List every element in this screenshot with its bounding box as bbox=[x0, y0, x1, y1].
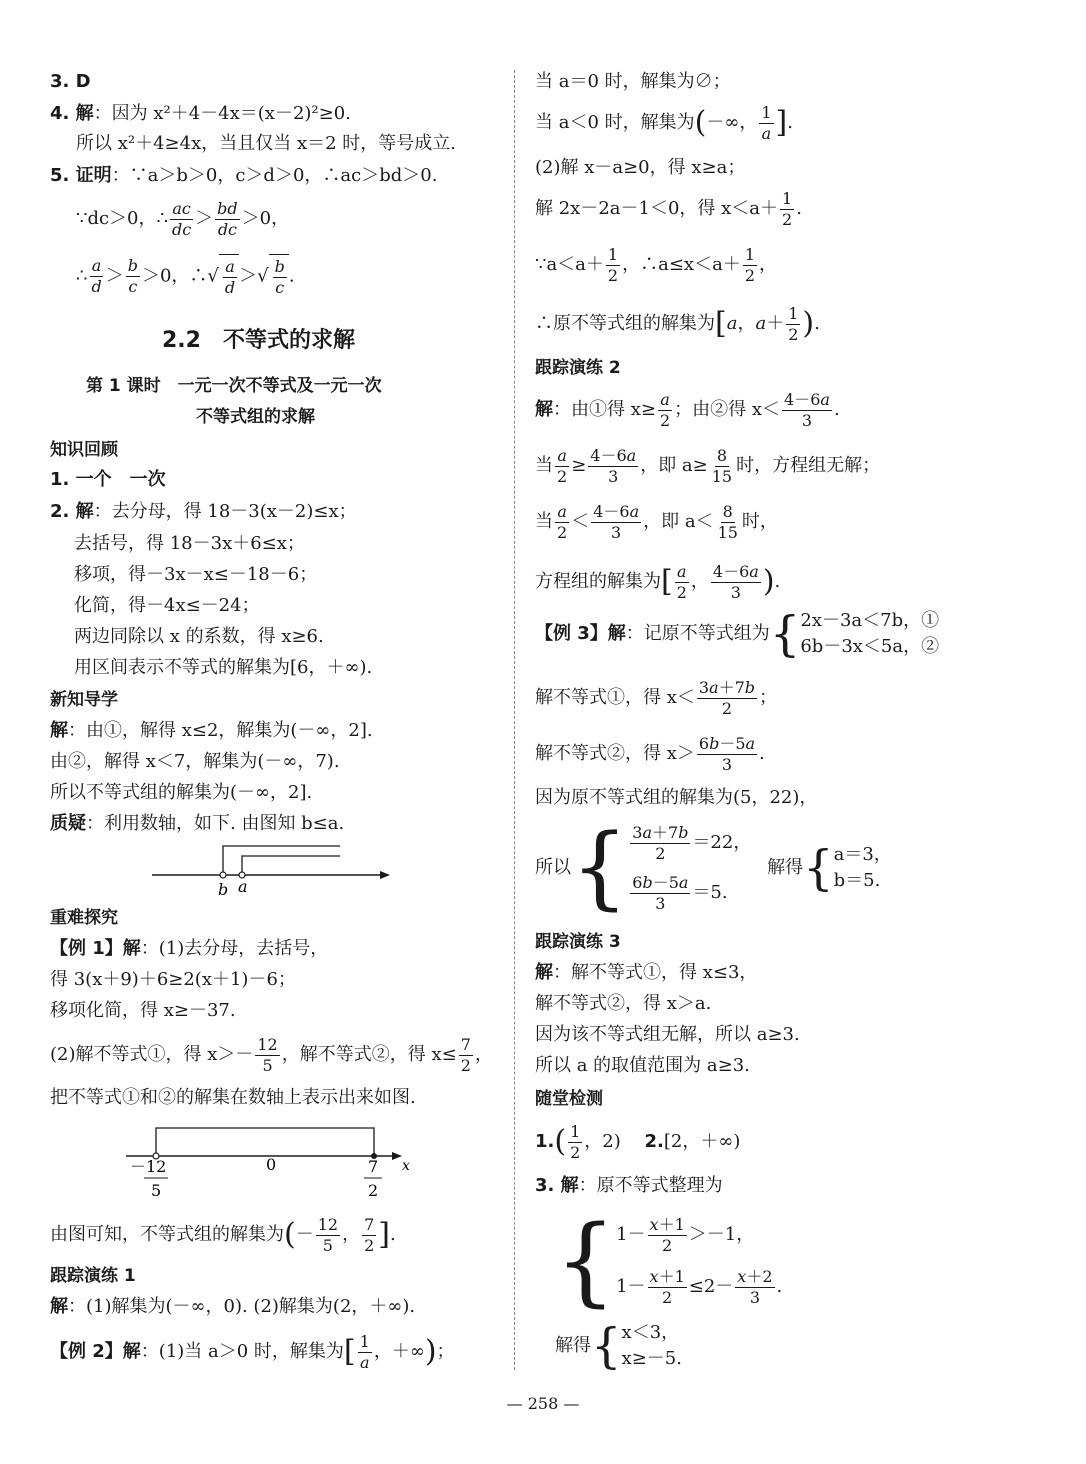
right-line-2: 当 a＜0 时，解集为(－∞， $\frac{1}{a}$ ]. bbox=[535, 102, 793, 143]
example-1-line-4: (2)解不等式①，得 x＞－ $\frac{12}{5}$ ，解不等式②，得 x≤ $\frac{7}{2}$ ， bbox=[50, 1034, 493, 1075]
review-2-line-5: 两边同除以 x 的系数，得 x≥6. bbox=[74, 626, 324, 647]
fraction: $\frac{bd}{dc}$ bbox=[217, 198, 238, 239]
svg-text:7: 7 bbox=[368, 1157, 379, 1176]
number-line-1 bbox=[150, 840, 450, 900]
sqrt-symbol: √ bbox=[207, 265, 219, 287]
track-1-line-1: 解：(1)解集为(－∞，0). (2)解集为(2，＋∞). bbox=[50, 1296, 416, 1317]
lesson-title-line-1: 第 1 课时 一元一次不等式及一元一次 bbox=[86, 376, 382, 396]
track-2-line-3: 当 $\frac{a}{2}$ ＜ $\frac{4-6a}{3}$ ，即 a＜ $\frac{8}{15}$ 时， bbox=[535, 501, 778, 542]
right-line-6: ∴原不等式组的解集为[a，a＋ $\frac{1}{2}$ ). bbox=[535, 303, 820, 344]
section-title: 2.2 不等式的求解 bbox=[162, 328, 355, 353]
review-2-line-6: 用区间表示不等式的解集为[6，＋∞). bbox=[74, 657, 373, 678]
answer-3: 3. D bbox=[50, 71, 91, 92]
svg-text:2: 2 bbox=[368, 1181, 379, 1200]
svg-text:5: 5 bbox=[151, 1181, 162, 1200]
track-3-line-1: 解：解不等式①，得 x≤3， bbox=[535, 962, 758, 983]
example-1-line-1: 【例 1】解：(1)去分母，去括号， bbox=[50, 938, 329, 959]
new-line-2: 由②，解得 x＜7，解集为(－∞，7). bbox=[50, 751, 340, 772]
label-zero: 0 bbox=[266, 1155, 277, 1174]
label-x: x bbox=[402, 1158, 410, 1174]
check-3-system: { 1－ $\frac{x+1}{2}$ ＞－1， 1－ $\frac{x+1}{2}$ ≤2－ $\frac{x+2}{3}$ . bbox=[555, 1205, 783, 1317]
page-number: — 258 — bbox=[506, 1394, 580, 1413]
example-1-line-5: 把不等式①和②的解集在数轴上表示出来如图. bbox=[50, 1087, 416, 1108]
answer-4-line-2: 所以 x²＋4≥4x，当且仅当 x＝2 时，等号成立. bbox=[76, 133, 456, 154]
label-a: a bbox=[238, 877, 248, 896]
example-3-line-4: 因为原不等式组的解集为(5，22)， bbox=[535, 787, 818, 808]
new-line-1: 解：由①，解得 x≤2，解集为(－∞，2]. bbox=[50, 720, 373, 741]
track-2-line-1: 解：由①得 x≥ $\frac{a}{2}$ ；由②得 x＜ $\frac{4-6a}{3}$ . bbox=[535, 389, 840, 430]
question-line: 质疑：利用数轴，如下. 由图知 b≤a. bbox=[50, 813, 345, 834]
example-1-line-3: 移项化简，得 x≥－37. bbox=[50, 1000, 236, 1021]
example-1-line-2: 得 3(x＋9)＋6≥2(x＋1)－6； bbox=[50, 969, 296, 990]
example-3-line-1: 【例 3】解：记原不等式组为{ 2x－3a＜7b，① 6b－3x＜5a，② bbox=[535, 606, 940, 662]
heading-track-2: 跟踪演练 2 bbox=[535, 358, 621, 378]
example-3-line-3: 解不等式②，得 x＞ $\frac{6b-5a}{3}$ . bbox=[535, 733, 765, 774]
answer-5-line-3: ∴ $\frac{a}{d}$ ＞ $\frac{b}{c}$ ＞0，∴√ $\frac{a}{d}$ ＞√ $\frac{b}{c}$ . bbox=[76, 254, 295, 299]
review-1: 1. 一个 一次 bbox=[50, 469, 166, 490]
right-line-1: 当 a＝0 时，解集为∅； bbox=[535, 71, 731, 92]
review-2-line-2: 去括号，得 18－3x＋6≤x； bbox=[74, 533, 305, 554]
answer-5-line-2: ∵dc＞0，∴ $\frac{ac}{dc}$ ＞ $\frac{bd}{dc}$ ＞0， bbox=[76, 198, 290, 239]
heading-track-3: 跟踪演练 3 bbox=[535, 932, 621, 952]
review-2-line-3: 移项，得－3x－x≤－18－6； bbox=[74, 564, 318, 585]
answer-4-line-1: 4. 解：因为 x²＋4－4x＝(x－2)²≥0. bbox=[50, 103, 351, 124]
review-2-line-1: 2. 解：去分母，得 18－3(x－2)≤x； bbox=[50, 501, 357, 522]
heading-track-1: 跟踪演练 1 bbox=[50, 1266, 136, 1286]
heading-new-knowledge: 新知导学 bbox=[50, 690, 118, 710]
example-3-line-5: 所以{ $\frac{3a+7b}{2}$ ＝22， $\frac{6b-5a}{3}$ ＝5. 解得{ a＝3， b＝5. bbox=[535, 815, 892, 920]
heading-key-points: 重难探究 bbox=[50, 908, 118, 928]
heading-class-check: 随堂检测 bbox=[535, 1089, 603, 1109]
answer-5-line-1: 5. 证明：∵a＞b＞0，c＞d＞0，∴ac＞bd＞0. bbox=[50, 165, 438, 186]
label-b: b bbox=[218, 880, 229, 899]
svg-text:12: 12 bbox=[146, 1157, 167, 1176]
example-3-line-2: 解不等式①，得 x＜ $\frac{3a+7b}{2}$ ； bbox=[535, 677, 778, 718]
right-line-5: ∵a＜a＋ $\frac{1}{2}$ ，∴a≤x＜a＋ $\frac{1}{2}$ ， bbox=[535, 244, 777, 285]
example-2-line-1: 【例 2】解：(1)当 a＞0 时，解集为[ $\frac{1}{a}$ ，＋∞)； bbox=[50, 1331, 455, 1372]
heading-knowledge-review: 知识回顾 bbox=[50, 440, 118, 460]
column-divider bbox=[514, 70, 515, 1370]
right-line-4: 解 2x－2a－1＜0，得 x＜a＋ $\frac{1}{2}$ . bbox=[535, 188, 802, 229]
review-2-line-4: 化简，得－4x≤－24； bbox=[74, 595, 260, 616]
check-3-result: 解得{ x＜3， x≥－5. bbox=[555, 1318, 682, 1374]
check-3-line-1: 3. 解：原不等式整理为 bbox=[535, 1175, 723, 1196]
svg-text:－: － bbox=[130, 1157, 147, 1176]
track-3-line-2: 解不等式②，得 x＞a. bbox=[535, 993, 712, 1014]
track-3-line-3: 因为该不等式组无解，所以 a≥3. bbox=[535, 1024, 800, 1045]
fraction: $\frac{ac}{dc}$ bbox=[171, 198, 192, 239]
number-line-2 bbox=[126, 1116, 476, 1206]
track-3-line-4: 所以 a 的取值范围为 a≥3. bbox=[535, 1055, 750, 1076]
check-1-2: 1.( $\frac{1}{2}$ ，2) 2.[2，＋∞) bbox=[535, 1121, 741, 1162]
track-2-line-4: 方程组的解集为[ $\frac{a}{2}$ ， $\frac{4-6a}{3}$ ). bbox=[535, 561, 781, 602]
example-1-line-6: 由图可知，不等式组的解集为(－ $\frac{12}{5}$ ， $\frac{7}{2}$ ]. bbox=[50, 1214, 396, 1255]
lesson-title-line-2: 不等式组的求解 bbox=[196, 407, 315, 427]
right-line-3: (2)解 x－a≥0，得 x≥a； bbox=[535, 157, 746, 178]
track-2-line-2: 当 $\frac{a}{2}$ ≥ $\frac{4-6a}{3}$ ，即 a≥ $\frac{8}{15}$ 时，方程组无解； bbox=[535, 445, 881, 486]
new-line-3: 所以不等式组的解集为(－∞，2]. bbox=[50, 782, 313, 803]
